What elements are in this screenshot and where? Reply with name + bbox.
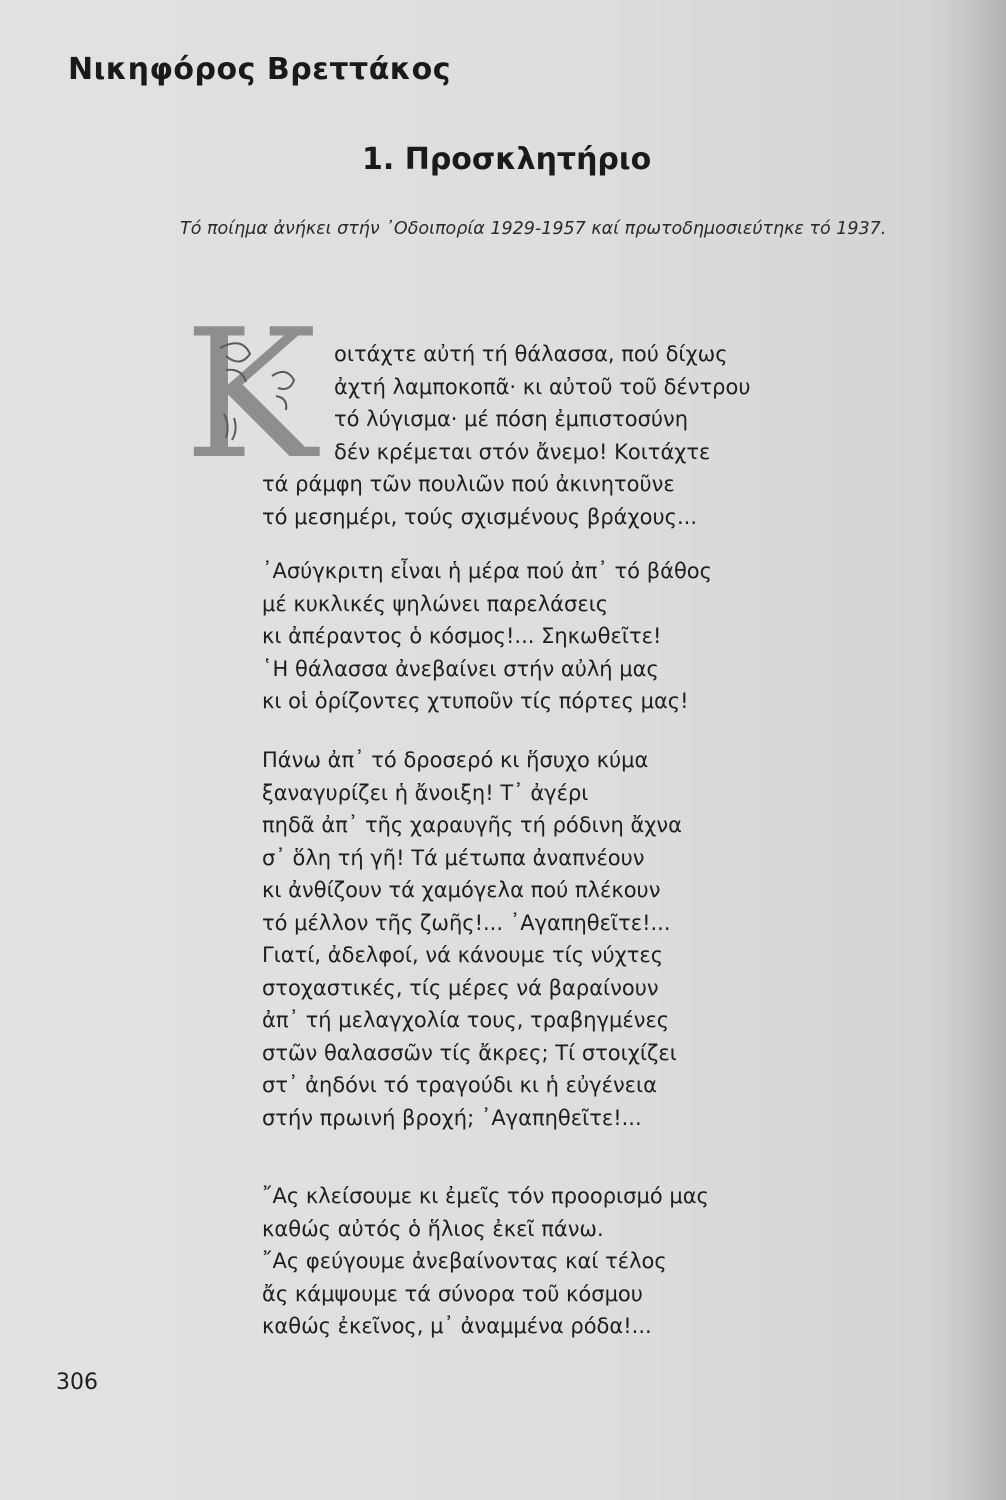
stanza-2 [262,555,712,718]
poem-line: οιτάχτε αὐτή τή θάλασσα, πού δίχως [334,342,728,366]
poem-line: ἀπ᾽ τή μελαγχολία τους, τραβηγμένες [262,1008,670,1032]
poem-line: στήν πρωινή βροχή; ᾽Αγαπηθεῖτε!... [262,1105,642,1130]
poem-line: δέν κρέμεται στόν ἄνεμο! Κοιτάχτε [334,439,711,464]
poem-line: Πάνω ἀπ᾽ τό δροσερό κι ἥσυχο κύμα [262,748,649,772]
poem-line: Γιατί, ἀδελφοί, νά κάνουμε τίς νύχτες [262,943,664,967]
drop-cap-letter: Κ [184,318,317,464]
poem-line: κι ἀπέραντος ὁ κόσμος!... Σηκωθεῖτε! [262,624,662,648]
poem-line: ἄς κάμψουμε τά σύνορα τοῦ κόσμου [262,1281,643,1306]
poem-line: ᾽Ασύγκριτη εἶναι ἡ μέρα πού ἀπ᾽ τό βάθος [262,559,712,583]
poem-line: στῶν θαλασσῶν τίς ἄκρες; Τί στοιχίζει [262,1040,677,1065]
stanza-3 [262,744,682,1134]
author-name: Νικηφόρος Βρεττάκος [68,52,452,87]
poem-line: στοχαστικές, τίς μέρες νά βαραίνουν [262,975,659,1000]
poem-line: ξαναγυρίζει ἡ ἄνοιξη! Τ᾽ ἀγέρι [262,780,589,805]
poem-line: ῎Ας κλείσουμε κι ἐμεῖς τόν προορισμό μας [262,1184,709,1208]
poem-title: 1. Προσκλητήριο [362,142,652,177]
poem-line: πηδᾶ ἀπ᾽ τῆς χαραυγῆς τή ρόδινη ἄχνα [262,813,682,837]
stanza-1 [262,338,750,533]
page-spine-shadow [936,0,1006,1500]
poem-line: τό μέλλον τῆς ζωῆς!... ᾽Αγαπηθεῖτε!... [262,910,671,935]
poem-line: καθώς ἐκεῖνος, μ᾽ ἀναμμένα ρόδα!... [262,1314,652,1338]
poem-line: καθώς αὐτός ὁ ἥλιος ἐκεῖ πάνω. [262,1216,604,1241]
poem-line: ῾Η θάλασσα ἀνεβαίνει στήν αὐλή μας [262,656,659,681]
poem-line: μέ κυκλικές ψηλώνει παρελάσεις [262,591,609,616]
poem-line: κι οἱ ὁρίζοντες χτυποῦν τίς πόρτες μας! [262,689,689,713]
poem-line: κι ἀνθίζουν τά χαμόγελα πού πλέκουν [262,878,661,902]
poem-intro-note: Τό ποίημα ἀνήκει στήν ᾽Οδοιπορία 1929-1957 καί πρωτοδημοσιεύτηκε τό 1937. [180,219,887,239]
poem-line: τό λύγισμα· μέ πόση ἐμπιστοσύνη [334,407,689,431]
poem-line: τά ράμφη τῶν πουλιῶν πού ἀκινητοῦνε [262,472,675,496]
stanza-4 [262,1180,709,1343]
poem-line: στ᾽ ἀηδόνι τό τραγούδι κι ἡ εὐγένεια [262,1073,657,1097]
poem-line: ἀχτή λαμποκοπᾶ· κι αὐτοῦ τοῦ δέντρου [334,374,751,399]
poem-line: τό μεσημέρι, τούς σχισμένους βράχους... [262,504,697,529]
page-number: 306 [56,1370,98,1395]
poem-line: ῎Ας φεύγουμε ἀνεβαίνοντας καί τέλος [262,1249,667,1273]
poem-line: σ᾽ ὅλη τή γῆ! Τά μέτωπα ἀναπνέουν [262,845,645,870]
